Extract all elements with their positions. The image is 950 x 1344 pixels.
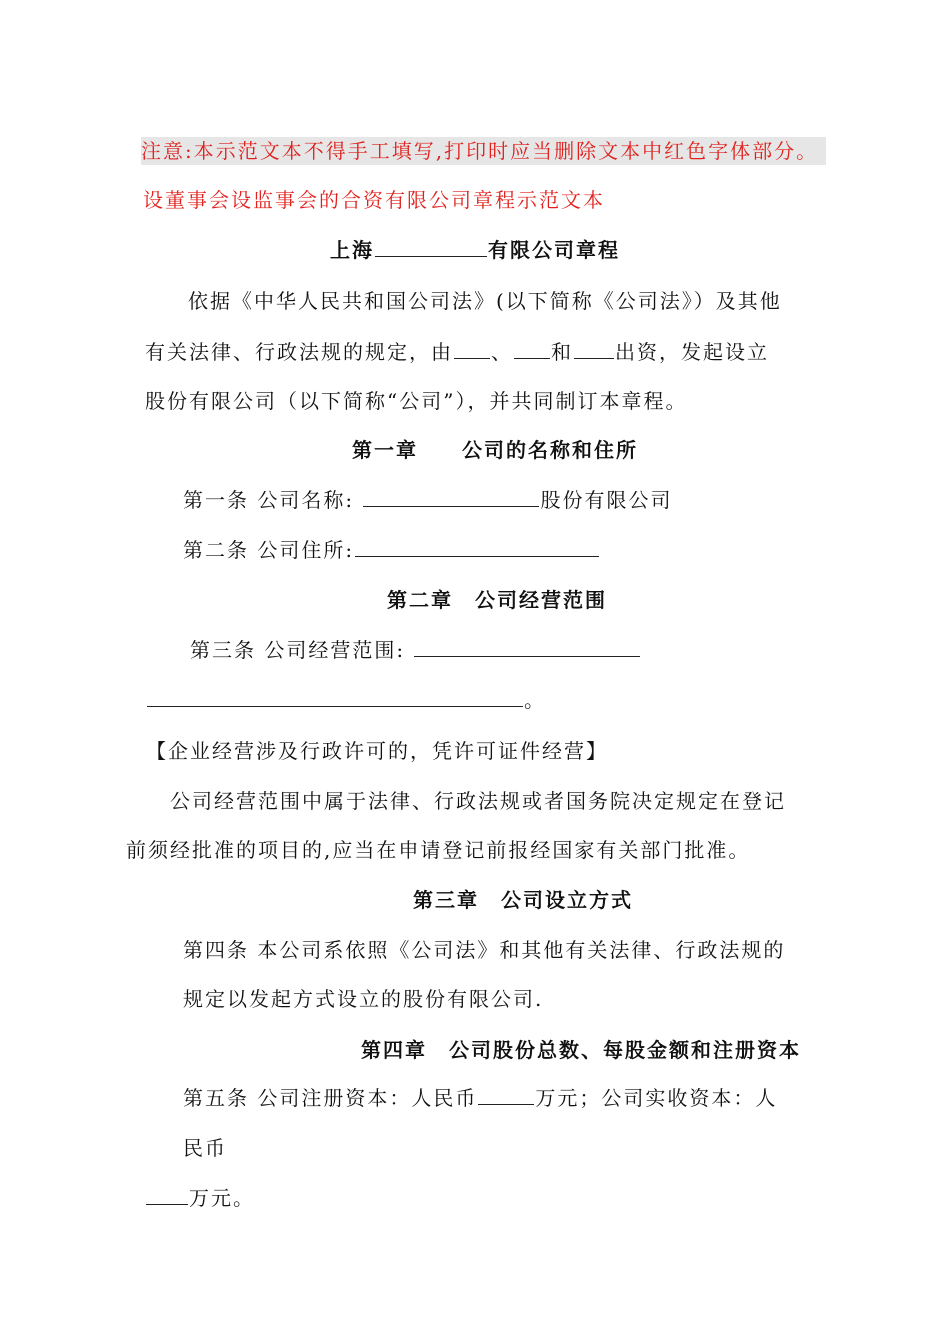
investor-3-blank: [574, 338, 614, 359]
article-1-suffix: 股份有限公司: [540, 488, 673, 512]
document-title-suffix: 有限公司章程: [488, 238, 620, 262]
company-name-blank: [375, 236, 487, 257]
chapter-1-title: 第一章 公司的名称和住所: [352, 438, 638, 462]
intro-line-2-a: 有关法律、行政法规的规定，由: [145, 340, 453, 364]
business-scope-blank-1: [414, 636, 640, 657]
article-2: [183, 536, 600, 564]
article-5-line-3: [145, 1184, 255, 1212]
document-title-prefix: 上海: [330, 238, 374, 262]
article-3-label: 第三条 公司经营范围:: [190, 638, 406, 662]
template-title: 设董事会设监事会的合资有限公司章程示范文本: [143, 188, 605, 212]
chapter-3-title: 第三章 公司设立方式: [413, 888, 633, 912]
investor-1-blank: [454, 338, 490, 359]
article-1-label: 第一条 公司名称:: [183, 488, 355, 512]
scope-paragraph-line-2: 前须经批准的项目的,应当在申请登记前报经国家有关部门批准。: [126, 838, 751, 862]
intro-line-3: 股份有限公司（以下简称“公司”），并共同制订本章程。: [145, 389, 688, 413]
article-4-line-1: 第四条 本公司系依照《公司法》和其他有关法律、行政法规的: [183, 938, 786, 962]
chapter-2-title: 第二章 公司经营范围: [387, 588, 607, 612]
intro-line-2-b: 出资，发起设立: [615, 340, 769, 364]
business-scope-blank-2: [147, 686, 523, 707]
article-3: [190, 636, 641, 664]
article-3-end: 。: [524, 688, 546, 712]
document-title: [330, 236, 620, 264]
article-2-label: 第二条 公司住所:: [183, 538, 355, 562]
article-4-line-2: 规定以发起方式设立的股份有限公司.: [183, 987, 544, 1011]
notice-text: 注意:本示范文本不得手工填写,打印时应当删除文本中红色字体部分。: [141, 137, 826, 165]
scope-paragraph-line-1: 公司经营范围中属于法律、行政法规或者国务院决定规定在登记: [170, 789, 786, 813]
article-5-b: 万元；公司实收资本：人: [535, 1086, 778, 1110]
intro-sep-1: 、: [491, 340, 513, 364]
article-5-line-1: [183, 1084, 777, 1112]
license-note: 【企业经营涉及行政许可的，凭许可证件经营】: [146, 739, 608, 763]
article-1: [183, 486, 672, 514]
intro-line-2: [145, 338, 769, 366]
chapter-4-title: 第四章 公司股份总数、每股金额和注册资本: [361, 1038, 801, 1062]
article-5-line-2: 民币: [183, 1136, 227, 1160]
registered-capital-blank: [478, 1084, 534, 1105]
intro-sep-2: 和: [551, 340, 573, 364]
investor-2-blank: [514, 338, 550, 359]
company-full-name-blank: [363, 486, 539, 507]
paid-in-capital-blank: [146, 1184, 188, 1205]
article-5-a: 第五条 公司注册资本：人民币: [183, 1086, 478, 1110]
company-address-blank: [355, 536, 599, 557]
article-5-line-3-text: 万元。: [189, 1186, 255, 1210]
intro-line-1: 依据《中华人民共和国公司法》(以下简称《公司法》）及其他: [188, 289, 782, 313]
article-3-continued: [146, 686, 546, 714]
